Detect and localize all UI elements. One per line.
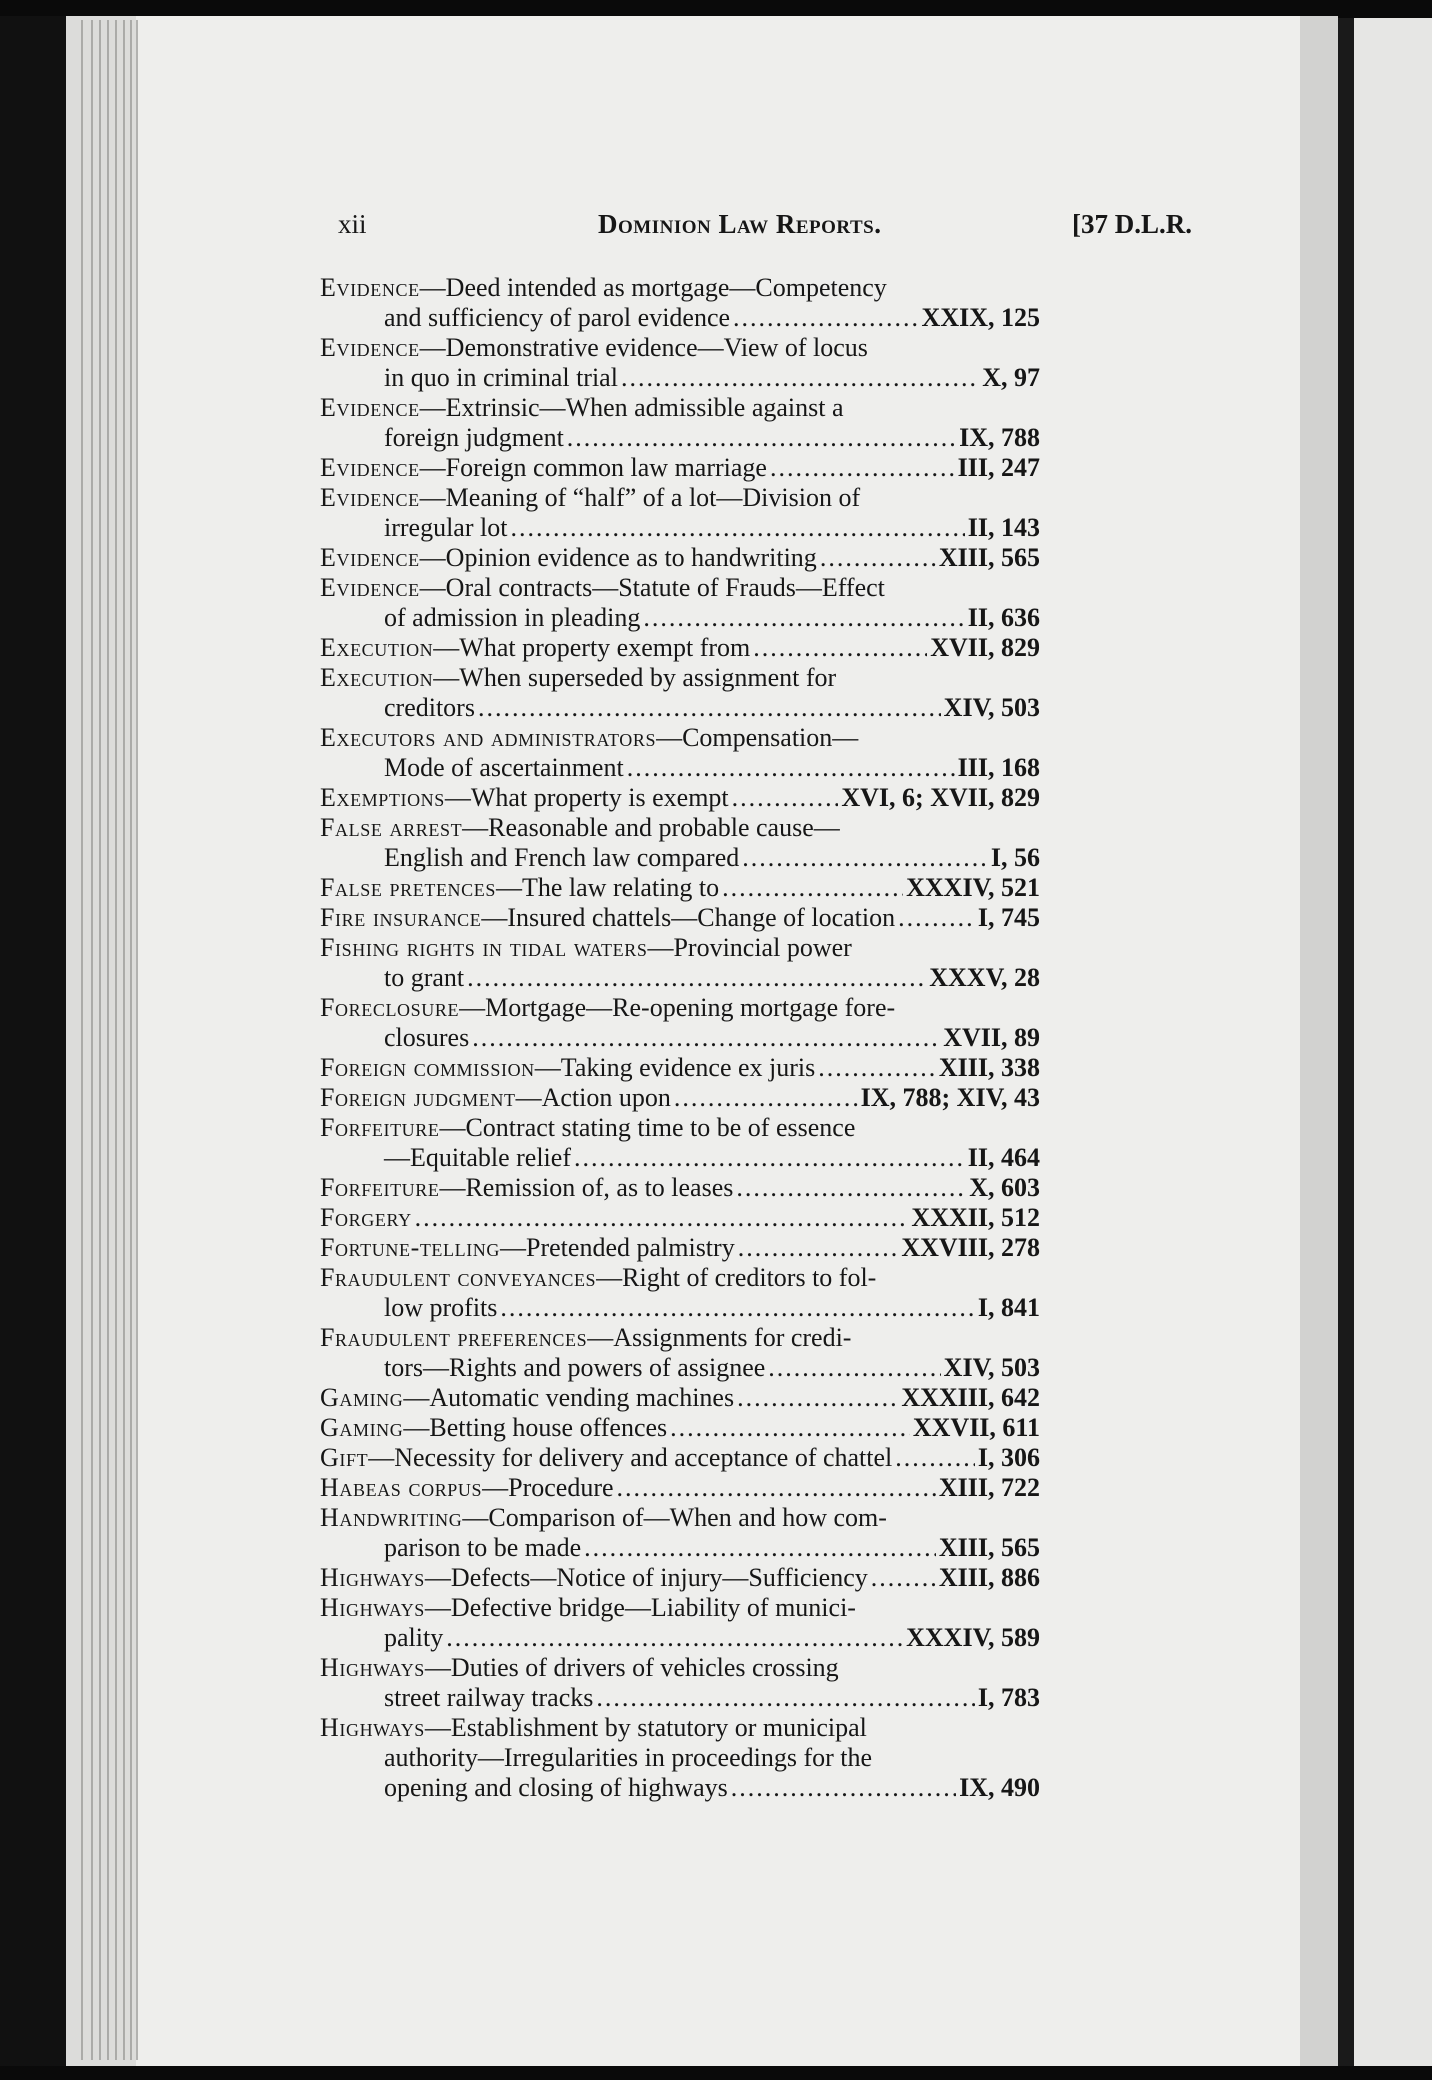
entry-text xyxy=(320,1443,892,1473)
entry-text xyxy=(320,1593,856,1623)
index-entry xyxy=(320,333,1200,393)
entry-text xyxy=(384,1143,571,1173)
entry-description: Mode of ascertainment xyxy=(384,753,624,782)
entry-headword: Fraudulent preferences xyxy=(320,1323,588,1352)
entry-text xyxy=(320,723,858,753)
index-entry xyxy=(320,483,1200,543)
index-entry xyxy=(320,1323,1200,1383)
index-entry-line xyxy=(320,1473,1040,1503)
entry-headword: Gift xyxy=(320,1443,369,1472)
entry-headword: Fire insurance xyxy=(320,903,482,932)
entry-headword: Evidence xyxy=(320,543,420,572)
entry-text xyxy=(320,1083,671,1113)
volume-page-reference: III, 247 xyxy=(957,453,1040,482)
entry-text xyxy=(320,1383,734,1413)
index-entry xyxy=(320,1713,1200,1803)
entry-description: —Action upon xyxy=(515,1083,671,1112)
entry-headword: Handwriting xyxy=(320,1503,463,1532)
entry-description: —What property exempt from xyxy=(433,633,751,662)
dot-leader xyxy=(737,1383,898,1413)
entry-description: —Compensation— xyxy=(656,723,859,752)
entry-description: —Reasonable and probable cause— xyxy=(462,813,840,842)
volume-page-reference: I, 56 xyxy=(990,843,1040,872)
entry-description: —Automatic vending machines xyxy=(403,1383,735,1412)
volume-page-reference: XVII, 89 xyxy=(943,1023,1040,1052)
index-entry-line xyxy=(320,1533,1040,1563)
index-entry xyxy=(320,1233,1200,1263)
index-entry xyxy=(320,273,1200,333)
index-entry xyxy=(320,543,1200,573)
volume-page-reference: III, 168 xyxy=(957,753,1040,782)
entry-description: —Meaning of “half” of a lot—Division of xyxy=(419,483,861,512)
entry-text xyxy=(320,903,895,933)
volume-page-reference: IX, 788; XIV, 43 xyxy=(860,1083,1040,1112)
entry-text xyxy=(320,933,852,963)
entry-description: parison to be made xyxy=(384,1533,582,1562)
index-entry xyxy=(320,1083,1200,1113)
index-entry-line xyxy=(320,1623,1040,1653)
entry-text xyxy=(320,873,719,903)
entry-text xyxy=(320,1563,868,1593)
entry-text xyxy=(320,483,860,513)
entry-description: —Remission of, as to leases xyxy=(439,1173,734,1202)
entry-description: —Procedure xyxy=(482,1473,614,1502)
entry-text xyxy=(320,1233,735,1263)
entry-text xyxy=(384,423,564,453)
entry-text xyxy=(384,843,739,873)
index-entry-line xyxy=(320,843,1040,873)
index-entry-list xyxy=(320,273,1200,1803)
entry-text xyxy=(320,663,836,693)
dot-leader xyxy=(722,873,903,903)
dot-leader xyxy=(674,1083,858,1113)
index-entry xyxy=(320,903,1200,933)
index-entry xyxy=(320,1383,1200,1413)
entry-text xyxy=(320,1113,855,1143)
entry-text xyxy=(384,963,464,993)
index-entry-line xyxy=(320,1233,1040,1263)
entry-description: authority—Irregularities in proceedings for the xyxy=(384,1743,873,1772)
entry-description: creditors xyxy=(384,693,475,722)
volume-page-reference: XXVII, 611 xyxy=(912,1413,1040,1442)
index-entry-line xyxy=(320,1743,1040,1773)
index-entry-line xyxy=(320,1383,1040,1413)
index-entry xyxy=(320,633,1200,663)
volume-page-reference: XVII, 829 xyxy=(930,633,1040,662)
index-entry-line xyxy=(320,1563,1040,1593)
entry-description: —The law relating to xyxy=(495,873,720,902)
index-entry xyxy=(320,1563,1200,1593)
index-entry-line xyxy=(320,783,1040,813)
dot-leader xyxy=(871,1563,936,1593)
entry-description: —Demonstrative evidence—View of locus xyxy=(419,333,868,362)
entry-headword: Highways xyxy=(320,1713,425,1742)
entry-description: —Mortgage—Re-opening mortgage fore- xyxy=(459,993,896,1022)
volume-page-reference: XXIX, 125 xyxy=(921,303,1040,332)
dot-leader xyxy=(742,843,988,873)
index-entry-line xyxy=(320,873,1040,903)
index-entry xyxy=(320,813,1200,873)
index-page xyxy=(320,205,1200,1803)
volume-page-reference: XIII, 886 xyxy=(938,1563,1040,1592)
volume-page-reference: XIII, 565 xyxy=(938,543,1040,572)
entry-description: —Betting house offences xyxy=(403,1413,668,1442)
entry-headword: Fraudulent conveyances xyxy=(320,1263,597,1292)
index-entry xyxy=(320,1473,1200,1503)
volume-page-reference: XIV, 503 xyxy=(943,693,1040,722)
entry-text xyxy=(320,813,840,843)
index-entry xyxy=(320,1113,1200,1173)
dot-leader xyxy=(617,1473,936,1503)
entry-description: —Deed intended as mortgage—Competency xyxy=(419,273,887,302)
index-entry xyxy=(320,453,1200,483)
entry-description: street railway tracks xyxy=(384,1683,594,1712)
volume-page-reference: II, 464 xyxy=(967,1143,1040,1172)
dot-leader xyxy=(574,1143,965,1173)
entry-description: foreign judgment xyxy=(384,423,564,452)
entry-description: —Necessity for delivery and acceptance of chattel xyxy=(368,1443,893,1472)
volume-page-reference: XXXIV, 521 xyxy=(906,873,1040,902)
entry-headword: Gaming xyxy=(320,1383,404,1412)
entry-text xyxy=(320,993,895,1023)
entry-text xyxy=(320,633,750,663)
index-entry-line xyxy=(320,543,1040,573)
entry-headword: Evidence xyxy=(320,273,420,302)
index-entry-line xyxy=(320,1353,1040,1383)
entry-headword: Gaming xyxy=(320,1413,404,1442)
index-entry-line xyxy=(320,813,1040,843)
entry-text xyxy=(384,1533,581,1563)
index-entry-line xyxy=(320,963,1040,993)
dot-leader xyxy=(500,1293,974,1323)
entry-description: and sufficiency of parol evidence xyxy=(384,303,731,332)
index-entry xyxy=(320,1263,1200,1323)
entry-text xyxy=(384,753,624,783)
index-entry-line xyxy=(320,1443,1040,1473)
entry-description: —Establishment by statutory or municipal xyxy=(424,1713,867,1742)
index-entry-line xyxy=(320,1323,1040,1353)
entry-description: opening and closing of highways xyxy=(384,1773,728,1802)
entry-description: —Foreign common law marriage xyxy=(419,453,767,482)
dot-leader xyxy=(584,1533,936,1563)
volume-reference: [37 D.L.R. xyxy=(1072,209,1192,239)
volume-page-reference: XIV, 503 xyxy=(943,1353,1040,1382)
entry-description: —When superseded by assignment for xyxy=(433,663,837,692)
entry-headword: False arrest xyxy=(320,813,463,842)
entry-headword: Evidence xyxy=(320,483,420,512)
volume-page-reference: X, 97 xyxy=(982,363,1040,392)
dot-leader xyxy=(895,1443,975,1473)
dot-leader xyxy=(768,1353,940,1383)
entry-text xyxy=(320,1713,867,1743)
index-entry-line xyxy=(320,1113,1040,1143)
dot-leader xyxy=(736,1173,966,1203)
volume-page-reference: XIII, 338 xyxy=(938,1053,1040,1082)
dot-leader xyxy=(732,783,839,813)
index-entry-line xyxy=(320,753,1040,783)
index-entry-line xyxy=(320,573,1040,603)
index-entry xyxy=(320,1443,1200,1473)
dot-leader xyxy=(670,1413,910,1443)
entry-text xyxy=(320,1473,614,1503)
dot-leader xyxy=(820,543,936,573)
dot-leader xyxy=(898,903,975,933)
entry-text xyxy=(320,1503,887,1533)
running-header xyxy=(320,205,1200,249)
dot-leader xyxy=(415,1203,909,1233)
entry-headword: Habeas corpus xyxy=(320,1473,483,1502)
entry-headword: Evidence xyxy=(320,393,420,422)
entry-description: —Opinion evidence as to handwriting xyxy=(419,543,817,572)
entry-text xyxy=(384,1773,728,1803)
entry-text xyxy=(384,1683,593,1713)
dot-leader xyxy=(731,1773,956,1803)
index-entry-line xyxy=(320,603,1040,633)
entry-text xyxy=(320,1323,851,1353)
index-entry-line xyxy=(320,303,1040,333)
entry-headword: Forgery xyxy=(320,1203,412,1232)
entry-description: —What property is exempt xyxy=(444,783,729,812)
dot-leader xyxy=(510,513,964,543)
entry-description: irregular lot xyxy=(384,513,508,542)
entry-headword: Fishing rights in tidal waters xyxy=(320,933,648,962)
entry-headword: Evidence xyxy=(320,573,420,602)
entry-headword: False pretences xyxy=(320,873,496,902)
entry-text xyxy=(320,1413,667,1443)
index-entry-line xyxy=(320,1293,1040,1323)
page-folio: xii xyxy=(338,209,367,239)
entry-headword: Forfeiture xyxy=(320,1173,440,1202)
index-entry-line xyxy=(320,1203,1040,1233)
index-entry-line xyxy=(320,903,1040,933)
entry-headword: Highways xyxy=(320,1653,425,1682)
index-entry-line xyxy=(320,933,1040,963)
index-entry-line xyxy=(320,663,1040,693)
entry-text xyxy=(320,453,767,483)
entry-text xyxy=(384,303,730,333)
entry-text xyxy=(320,393,844,423)
entry-text xyxy=(320,1053,815,1083)
entry-text xyxy=(384,513,507,543)
dot-leader xyxy=(818,1053,936,1083)
entry-text xyxy=(320,1263,876,1293)
index-entry-line xyxy=(320,633,1040,663)
dot-leader xyxy=(567,423,956,453)
entry-description: —Oral contracts—Statute of Frauds—Effect xyxy=(419,573,885,602)
dot-leader xyxy=(467,963,926,993)
volume-page-reference: XIII, 565 xyxy=(938,1533,1040,1562)
index-entry xyxy=(320,1503,1200,1563)
entry-headword: Foreign commission xyxy=(320,1053,535,1082)
entry-description: —Equitable relief xyxy=(384,1143,571,1172)
running-title: Dominion Law Reports. xyxy=(598,209,882,239)
entry-description: of admission in pleading xyxy=(384,603,641,632)
index-entry xyxy=(320,783,1200,813)
entry-description: —Insured chattels—Change of location xyxy=(481,903,896,932)
entry-headword: Exemptions xyxy=(320,783,445,812)
index-entry xyxy=(320,573,1200,633)
index-entry-line xyxy=(320,1713,1040,1743)
volume-page-reference: XXXIV, 589 xyxy=(906,1623,1040,1652)
entry-text xyxy=(320,1173,733,1203)
volume-page-reference: I, 783 xyxy=(977,1683,1040,1712)
index-entry-line xyxy=(320,273,1040,303)
volume-page-reference: XXXV, 28 xyxy=(929,963,1040,992)
entry-description: English and French law compared xyxy=(384,843,740,872)
index-entry-line xyxy=(320,1413,1040,1443)
entry-description: —Extrinsic—When admissible against a xyxy=(419,393,844,422)
entry-description: —Assignments for credi- xyxy=(587,1323,852,1352)
index-entry xyxy=(320,1593,1200,1653)
dot-leader xyxy=(446,1623,903,1653)
entry-headword: Highways xyxy=(320,1563,425,1592)
entry-description: —Comparison of—When and how com- xyxy=(462,1503,887,1532)
entry-text xyxy=(384,1623,443,1653)
index-entry xyxy=(320,663,1200,723)
entry-headword: Foreign judgment xyxy=(320,1083,516,1112)
index-entry-line xyxy=(320,993,1040,1023)
entry-headword: Highways xyxy=(320,1593,425,1622)
dot-leader xyxy=(627,753,955,783)
index-entry-line xyxy=(320,1083,1040,1113)
volume-page-reference: XVI, 6; XVII, 829 xyxy=(841,783,1040,812)
entry-headword: Forfeiture xyxy=(320,1113,440,1142)
volume-page-reference: XXXIII, 642 xyxy=(901,1383,1040,1412)
entry-headword: Execution xyxy=(320,663,434,692)
entry-text xyxy=(320,543,817,573)
index-entry-line xyxy=(320,1503,1040,1533)
index-entry xyxy=(320,1653,1200,1713)
volume-page-reference: X, 603 xyxy=(969,1173,1040,1202)
dot-leader xyxy=(643,603,964,633)
index-entry-line xyxy=(320,693,1040,723)
volume-page-reference: II, 636 xyxy=(967,603,1040,632)
entry-description: pality xyxy=(384,1623,444,1652)
index-entry-line xyxy=(320,1143,1040,1173)
entry-description: —Pretended palmistry xyxy=(500,1233,735,1262)
volume-page-reference: I, 745 xyxy=(977,903,1040,932)
entry-description: —Defective bridge—Liability of munici- xyxy=(424,1593,856,1622)
dot-leader xyxy=(733,303,919,333)
entry-description: —Contract stating time to be of essence xyxy=(439,1113,856,1142)
index-entry xyxy=(320,1413,1200,1443)
entry-description: —Right of creditors to fol- xyxy=(596,1263,877,1292)
index-entry-line xyxy=(320,1263,1040,1293)
entry-headword: Executors and administrators xyxy=(320,723,657,752)
index-entry xyxy=(320,993,1200,1053)
index-entry xyxy=(320,393,1200,453)
index-entry-line xyxy=(320,1023,1040,1053)
entry-description: —Defects—Notice of injury—Sufficiency xyxy=(424,1563,868,1592)
volume-page-reference: II, 143 xyxy=(967,513,1040,542)
entry-description: —Duties of drivers of vehicles crossing xyxy=(424,1653,839,1682)
index-entry-line xyxy=(320,393,1040,423)
index-entry xyxy=(320,1203,1200,1233)
index-entry-line xyxy=(320,423,1040,453)
entry-headword: Foreclosure xyxy=(320,993,460,1022)
index-entry xyxy=(320,933,1200,993)
entry-headword: Evidence xyxy=(320,453,420,482)
entry-text xyxy=(320,1653,839,1683)
entry-text xyxy=(320,333,868,363)
index-entry-line xyxy=(320,1173,1040,1203)
volume-page-reference: XXVIII, 278 xyxy=(901,1233,1040,1262)
volume-page-reference: XIII, 722 xyxy=(938,1473,1040,1502)
index-entry-line xyxy=(320,363,1040,393)
entry-description: low profits xyxy=(384,1293,498,1322)
volume-page-reference: IX, 490 xyxy=(959,1773,1040,1802)
entry-text xyxy=(320,573,885,603)
entry-text xyxy=(320,1203,412,1233)
entry-description: tors—Rights and powers of assignee xyxy=(384,1353,766,1382)
entry-text xyxy=(384,1743,872,1773)
index-entry xyxy=(320,873,1200,903)
volume-page-reference: I, 306 xyxy=(977,1443,1040,1472)
dot-leader xyxy=(596,1683,975,1713)
index-entry xyxy=(320,1053,1200,1083)
index-entry-line xyxy=(320,1053,1040,1083)
entry-text xyxy=(384,1353,765,1383)
entry-text xyxy=(384,603,640,633)
volume-page-reference: IX, 788 xyxy=(959,423,1040,452)
entry-description: —Provincial power xyxy=(647,933,852,962)
index-entry-line xyxy=(320,513,1040,543)
entry-description: closures xyxy=(384,1023,470,1052)
index-entry-line xyxy=(320,453,1040,483)
entry-description: to grant xyxy=(384,963,465,992)
entry-text xyxy=(384,1023,469,1053)
entry-headword: Execution xyxy=(320,633,434,662)
entry-text xyxy=(320,783,729,813)
entry-text xyxy=(384,363,618,393)
entry-text xyxy=(384,693,475,723)
dot-leader xyxy=(753,633,927,663)
index-entry-line xyxy=(320,1683,1040,1713)
dot-leader xyxy=(621,363,979,393)
index-entry xyxy=(320,1173,1200,1203)
dot-leader xyxy=(478,693,941,723)
volume-page-reference: I, 841 xyxy=(977,1293,1040,1322)
index-entry xyxy=(320,723,1200,783)
index-entry-line xyxy=(320,1653,1040,1683)
entry-headword: Evidence xyxy=(320,333,420,362)
index-entry-line xyxy=(320,1593,1040,1623)
index-entry-line xyxy=(320,483,1040,513)
entry-description: in quo in criminal trial xyxy=(384,363,618,392)
dot-leader xyxy=(472,1023,940,1053)
entry-text xyxy=(384,1293,497,1323)
index-entry-line xyxy=(320,333,1040,363)
dot-leader xyxy=(770,453,955,483)
volume-page-reference: XXXII, 512 xyxy=(911,1203,1040,1232)
index-entry-line xyxy=(320,1773,1040,1803)
index-entry-line xyxy=(320,723,1040,753)
entry-headword: Fortune-telling xyxy=(320,1233,501,1262)
dot-leader xyxy=(738,1233,899,1263)
entry-text xyxy=(320,273,887,303)
entry-description: —Taking evidence ex juris xyxy=(534,1053,816,1082)
